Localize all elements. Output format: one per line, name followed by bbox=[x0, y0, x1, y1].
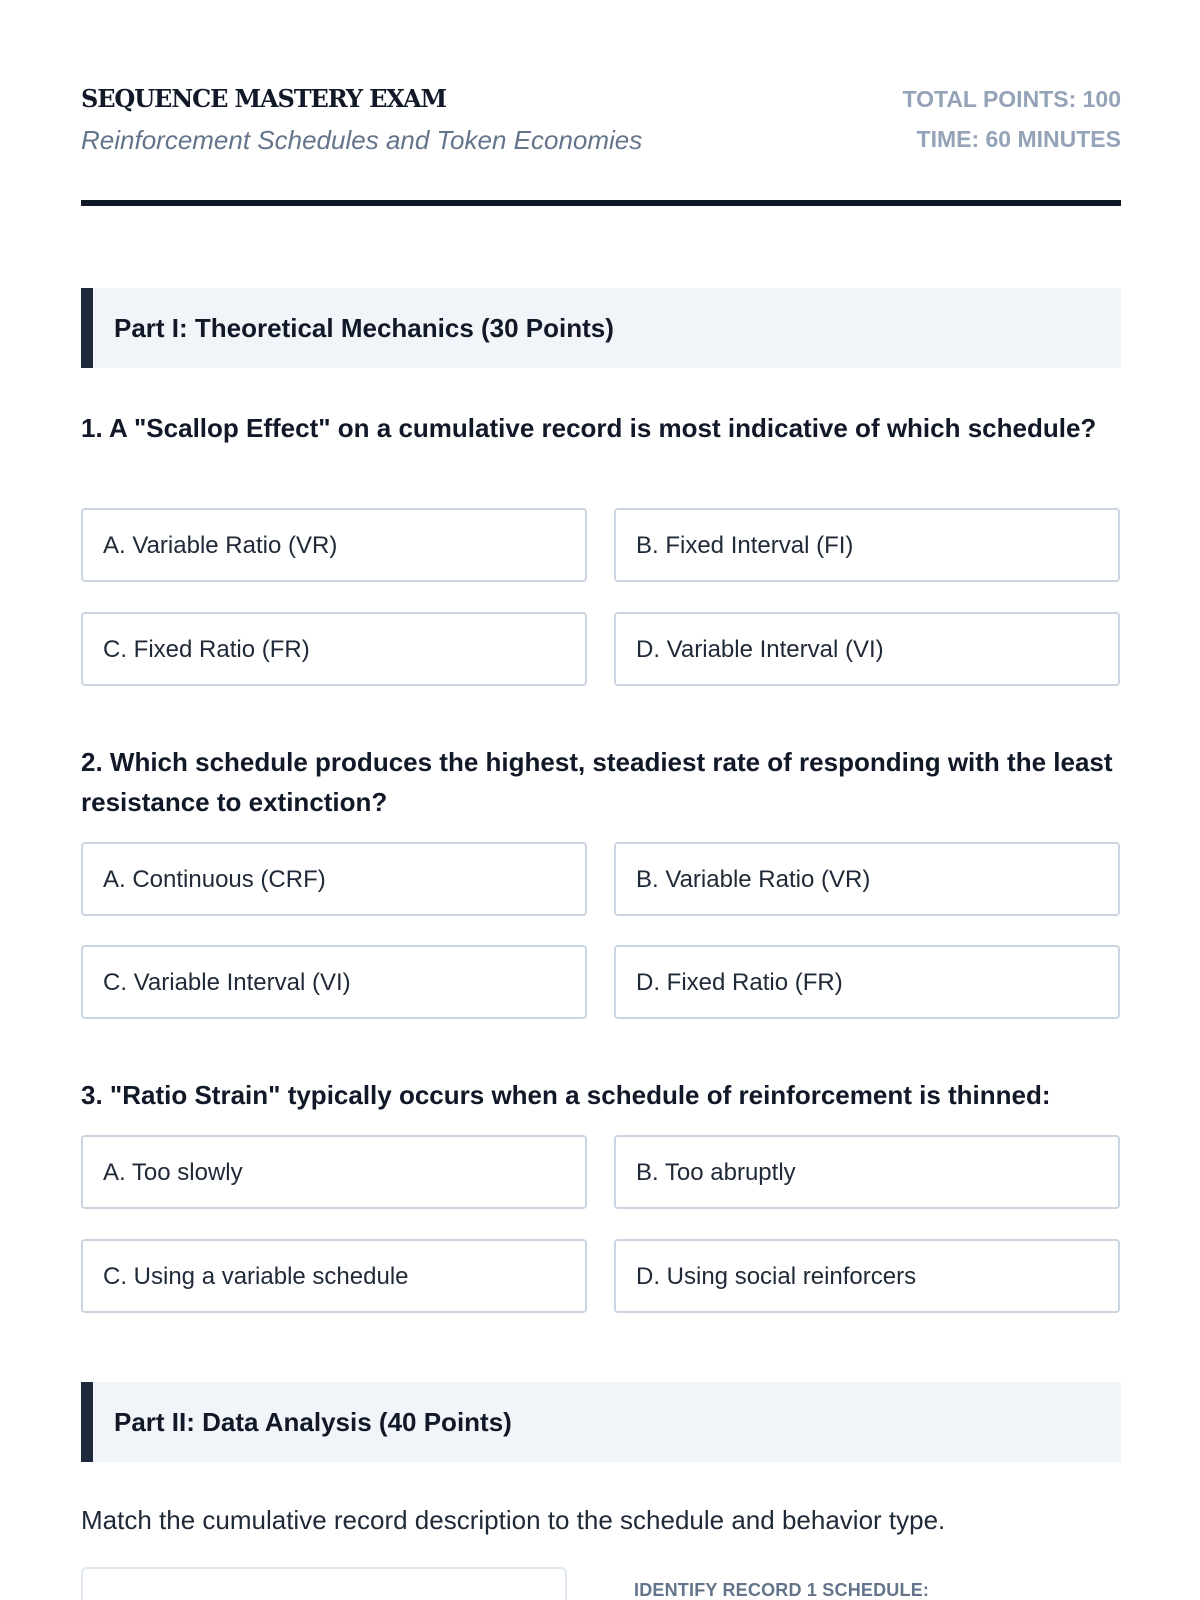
part-2-instructions: Match the cumulative record description to the schedule and behavior type. bbox=[81, 1505, 946, 1535]
q3-option-c[interactable] bbox=[81, 1239, 587, 1313]
option-label: D. Using social reinforcers bbox=[636, 1263, 917, 1290]
q2-option-b[interactable] bbox=[614, 842, 1120, 916]
q3-option-a[interactable] bbox=[81, 1135, 587, 1209]
option-label: B. Variable Ratio (VR) bbox=[636, 866, 871, 893]
section-title: Part II: Data Analysis (40 Points) bbox=[114, 1407, 512, 1437]
exam-header bbox=[81, 84, 1121, 164]
question-1: 1. A "Scallop Effect" on a cumulative record is most indicative of which schedule? bbox=[81, 413, 1097, 443]
header-divider bbox=[81, 200, 1121, 206]
option-label: C. Fixed Ratio (FR) bbox=[103, 636, 310, 663]
q2-option-a[interactable] bbox=[81, 842, 587, 916]
option-label: B. Fixed Interval (FI) bbox=[636, 532, 854, 559]
option-label: B. Too abruptly bbox=[636, 1159, 796, 1186]
option-label: C. Using a variable schedule bbox=[103, 1263, 409, 1290]
section-header-part-2 bbox=[81, 1382, 1121, 1462]
option-label: A. Continuous (CRF) bbox=[103, 866, 326, 893]
time-limit: TIME: 60 MINUTES bbox=[916, 126, 1121, 152]
option-label: C. Variable Interval (VI) bbox=[103, 969, 351, 996]
total-points: TOTAL POINTS: 100 bbox=[902, 86, 1121, 112]
q2-option-d[interactable] bbox=[614, 945, 1120, 1019]
record-1-panel bbox=[81, 1567, 567, 1600]
q2-option-c[interactable] bbox=[81, 945, 587, 1019]
option-label: A. Variable Ratio (VR) bbox=[103, 532, 338, 559]
q1-option-a[interactable] bbox=[81, 508, 587, 582]
section-title: Part I: Theoretical Mechanics (30 Points) bbox=[114, 313, 614, 343]
exam-title: SEQUENCE MASTERY EXAM bbox=[81, 84, 446, 113]
q3-option-d[interactable] bbox=[614, 1239, 1120, 1313]
q1-option-d[interactable] bbox=[614, 612, 1120, 686]
option-label: D. Fixed Ratio (FR) bbox=[636, 969, 843, 996]
section-header-part-1 bbox=[81, 288, 1121, 368]
record-1-schedule-label: IDENTIFY RECORD 1 SCHEDULE: bbox=[634, 1580, 930, 1600]
option-label: A. Too slowly bbox=[103, 1159, 243, 1186]
q1-option-c[interactable] bbox=[81, 612, 587, 686]
q3-option-b[interactable] bbox=[614, 1135, 1120, 1209]
exam-subtitle: Reinforcement Schedules and Token Economies bbox=[81, 125, 643, 155]
q1-option-b[interactable] bbox=[614, 508, 1120, 582]
option-label: D. Variable Interval (VI) bbox=[636, 636, 884, 663]
question-2: 2. Which schedule produces the highest, steadiest rate of responding with the least resistance to extinction? bbox=[81, 747, 1113, 817]
question-3: 3. "Ratio Strain" typically occurs when a schedule of reinforcement is thinned: bbox=[81, 1080, 1051, 1110]
